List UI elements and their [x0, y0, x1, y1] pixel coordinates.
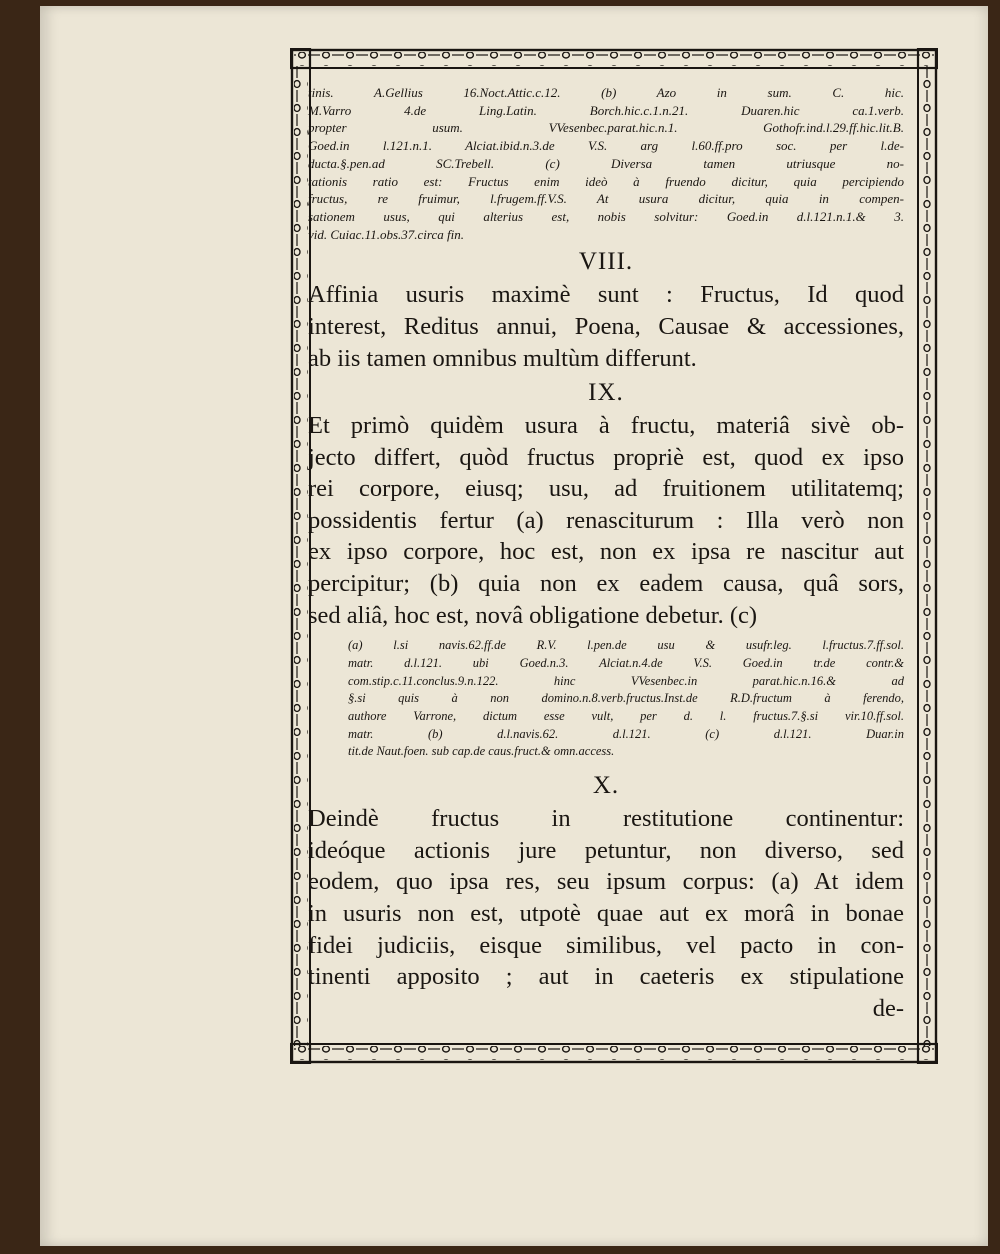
- section-ix-footnotes: [348, 637, 904, 761]
- note-line: §.si quis à non domino.n.8.verb.fructus.Inst.de R.D.fructum à ferendo,: [348, 691, 904, 706]
- catchword: de-: [872, 994, 904, 1022]
- paragraph-line: tinenti apposito ; aut in caeteris ex stipulatione: [308, 963, 904, 991]
- paragraph-line: Deindè fructus in restitutione continentur:: [308, 805, 904, 833]
- paragraph-line: Affinia usuris maximè sunt : Fructus, Id quod: [308, 281, 904, 309]
- note-line: matr. d.l.121. ubi Goed.n.3. Alciat.n.4.de V.S. Goed.in tr.de contr.&: [348, 655, 904, 670]
- note-line: M.Varro 4.de Ling.Latin. Borch.hic.c.1.n.21. Duaren.hic ca.1.verb.: [308, 102, 904, 118]
- paragraph-line: rei corpore, eiusq; usu, ad fruitionem utilitatemq;: [308, 475, 904, 503]
- note-line: com.stip.c.11.conclus.9.n.122. hinc VVesenbec.in parat.hic.n.16.& ad: [348, 673, 904, 688]
- paragraph-line: percipitur; (b) quia non ex eadem causa, quâ sors,: [308, 570, 904, 598]
- page-text: [308, 84, 904, 1050]
- note-line: tit.de Naut.foen. sub cap.de caus.fruct.& omn.access.: [348, 744, 615, 759]
- note-line: propter usum. VVesenbec.parat.hic.n.1. Gothofr.ind.l.29.ff.hic.lit.B.: [308, 120, 904, 136]
- note-line: Goed.in l.121.n.1. Alciat.ibid.n.3.de V.S. arg l.60.ff.pro soc. per l.de-: [308, 138, 904, 154]
- note-line: sationem usus, qui alterius est, nobis solvitur: Goed.in d.l.121.n.1.& 3.: [308, 208, 904, 224]
- note-line: (a) l.si navis.62.ff.de R.V. l.pen.de usu & usufr.leg. l.fructus.7.ff.sol.: [348, 638, 904, 653]
- paragraph-line: eodem, quo ipsa res, seu ipsum corpus: (a) At idem: [308, 868, 904, 896]
- book-page: [40, 6, 988, 1246]
- paragraph-line: ex ipso corpore, hoc est, non ex ipsa re nascitur aut: [308, 538, 904, 566]
- section-heading-x: X.: [592, 772, 620, 800]
- paragraph-line: possidentis fertur (a) renasciturum : Illa verò non: [308, 506, 904, 534]
- section-heading-viii: VIII.: [578, 248, 634, 276]
- top-footnotes: [308, 84, 904, 243]
- section-ix-paragraph: [308, 410, 904, 631]
- section-x-paragraph: [308, 803, 904, 1024]
- note-line: fructus, re fruimur, l.frugem.ff.V.S. At usura dicitur, quia in compen-: [308, 191, 904, 207]
- note-line: ducta.§.pen.ad SC.Trebell. (c) Diversa tamen utriusque no-: [308, 155, 904, 171]
- paragraph-line: in usuris non est, utpotè quae aut ex morâ in bonae: [308, 899, 904, 927]
- note-line: matr. (b) d.l.navis.62. d.l.121. (c) d.l.121. Duar.in: [348, 726, 904, 741]
- section-viii-paragraph: [308, 279, 904, 374]
- paragraph-line: interest, Reditus annui, Poena, Causae & accessiones,: [308, 312, 904, 340]
- note-line: tinis. A.Gellius 16.Noct.Attic.c.12. (b) Azo in sum. C. hic.: [308, 85, 904, 100]
- note-line: tationis ratio est: Fructus enim ideò à fruendo dicitur, quia percipiendo: [308, 173, 904, 189]
- paragraph-line: ideóque actionis jure petuntur, non diverso, sed: [308, 836, 904, 864]
- paragraph-line: ab iis tamen omnibus multùm differunt.: [308, 344, 697, 372]
- paragraph-line: fidei judiciis, eisque similibus, vel pacto in con-: [308, 931, 904, 959]
- note-line: authore Varrone, dictum esse vult, per d. l. fructus.7.§.si vir.10.ff.sol.: [348, 709, 904, 724]
- note-line: vid. Cuiac.11.obs.37.circa fin.: [308, 226, 464, 242]
- section-heading-ix: IX.: [588, 379, 624, 407]
- paragraph-line: Et primò quidèm usura à fructu, materiâ sivè ob-: [308, 412, 904, 440]
- paragraph-line: sed aliâ, hoc est, novâ obligatione debetur. (c): [308, 601, 758, 629]
- paragraph-line: jecto differt, quòd fructus propriè est, quod ex ipso: [308, 443, 904, 471]
